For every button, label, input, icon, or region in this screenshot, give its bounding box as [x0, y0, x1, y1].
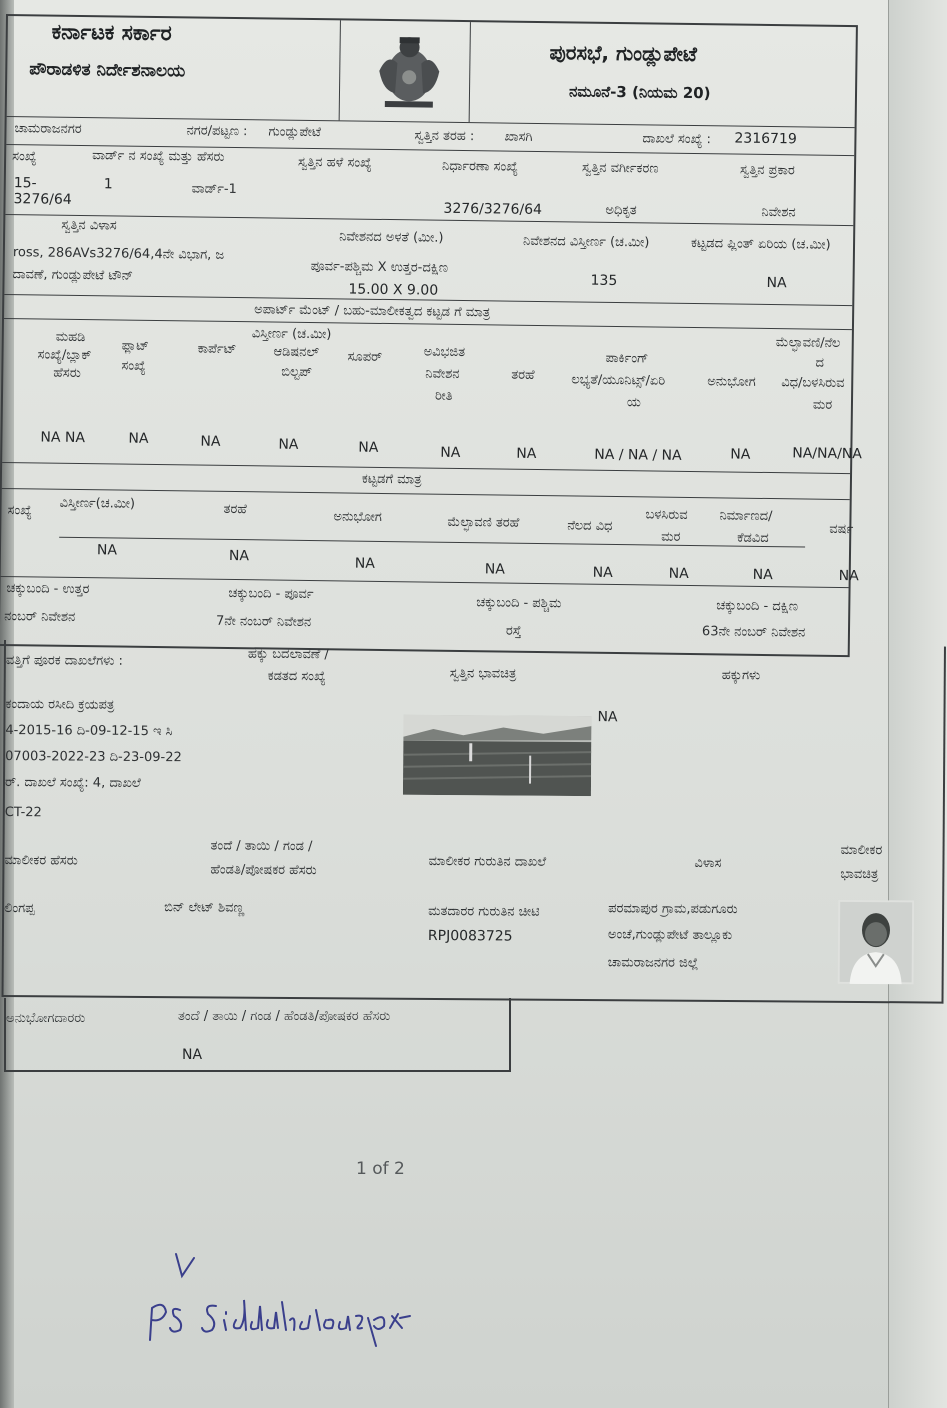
bld-col-year: ವರ್ಷ — [829, 521, 854, 538]
assess-value: 3276/3276/64 — [443, 200, 543, 219]
apt-col-undivided-1: ಅವಿಭಜಿತ — [423, 344, 466, 361]
owner-address-3: ಚಾಮರಾಜನಗರ ಜಿಲ್ಲೆ — [607, 955, 699, 971]
doc-line-5: CT-22 — [4, 805, 42, 821]
owner-address-2: ಅಂಚೆ,ಗುಂಡ್ಲುಪೇಟೆ ತಾಲ್ಲೂಕು — [607, 927, 733, 944]
apt-col-floor-1: ಮಹಡಿ — [55, 329, 86, 346]
owner-portrait — [838, 900, 915, 985]
apt-val-use: NA — [730, 446, 751, 463]
bld-val-roof: NA — [484, 561, 505, 578]
boundary-south-label: ಚಕ್ಕುಬಂದಿ - ದಕ್ಷಿಣ — [716, 598, 799, 615]
owner-photo-label-2: ಭಾವಚಿತ್ರ — [840, 866, 879, 883]
apt-col-flat-2: ಸಂಖ್ಯೆ — [121, 358, 146, 374]
occupant-relation-label: ತಂದೆ / ತಾಯಿ / ಗಂಡ / ಹೆಂಡತಿ/ಪೋಷಕರ ಹೆಸರು — [178, 1009, 391, 1024]
owner-address-1: ಪರಮಾಪುರ ಗ್ರಾಮ,ಪಡುಗೂರು — [608, 901, 738, 918]
rights-change-label-1: ಹಕ್ಕು ಬದಲಾವಣೆ / — [247, 646, 329, 663]
header-divider-right — [469, 22, 471, 122]
property-type-value: ಖಾಸಗಿ — [504, 129, 533, 145]
municipality-title: ಪುರಸಭೆ, ಗುಂಡ್ಲುಪೇಟೆ — [549, 40, 698, 67]
boundary-north-label: ಚಕ್ಕುಬಂದಿ - ಉತ್ತರ — [6, 581, 90, 598]
rights-value: NA — [597, 709, 618, 726]
kind-value: ನಿವೇಶನ — [761, 204, 796, 221]
bld-val-wood: NA — [668, 565, 689, 582]
building-title: ಕಟ್ಟಡಗೆ ಮಾತ್ರ — [361, 471, 422, 488]
no-label: ಸಂಖ್ಯೆ — [12, 149, 37, 165]
bld-col-wood-1: ಬಳಸಿರುವ — [645, 507, 688, 523]
rule-row2 — [5, 214, 853, 226]
owner-relation-value: ಬಿನ್ ಲೇಟ್ ಶಿವಣ್ಣ — [164, 900, 245, 916]
area-value: 135 — [590, 272, 618, 290]
owner-address-label: ವಿಳಾಸ — [694, 855, 722, 872]
form-frame-lower — [2, 640, 946, 1004]
apt-col-use: ಅನುಭೋಗ — [707, 374, 756, 390]
apt-col-roof-2: ದ — [815, 355, 825, 371]
rule-building-sub — [59, 537, 805, 548]
apt-col-roof-4: ಮರ — [812, 397, 833, 413]
apt-col-super: ಸೂಪರ್ — [347, 349, 383, 365]
boundary-west-value: ರಸ್ತೆ — [505, 623, 522, 639]
boundary-east-label: ಚಕ್ಕುಬಂದಿ - ಪೂರ್ವ — [228, 585, 314, 603]
apt-val-type: NA — [516, 445, 537, 462]
no-value-2: 3276/64 — [13, 191, 72, 208]
apt-col-parking-3: ಯ — [626, 395, 642, 411]
bld-col-area: ವಿಸ್ತೀರ್ಣ(ಚ.ಮೀ) — [59, 495, 136, 512]
form-number: ನಮೂನೆ-3 (ನಿಯಮ 20) — [568, 82, 711, 103]
bld-val-floor: NA — [592, 564, 613, 581]
occupant-value: NA — [182, 1047, 203, 1063]
owner-id-label: ಮಾಲೀಕರ ಗುರುತಿನ ದಾಖಲೆ — [428, 853, 547, 870]
documents-label: ವತ್ತಿಗೆ ಪೂರಕ ದಾಖಲೆಗಳು : — [5, 653, 123, 669]
rule-apartment — [2, 462, 850, 474]
boundary-north-value: ನಂಬರ್ ನಿವೇಶನ — [4, 609, 76, 625]
directorate-title: ಪೌರಾಡಳಿತ ನಿರ್ದೇಶನಾಲಯ — [29, 59, 186, 82]
apartment-title: ಅಪಾರ್ಟ್ ಮೆಂಟ್ / ಬಹು-ಮಾಲೀಕತ್ವದ ಕಟ್ಟಡ ಗೆ ಮಾತ್ರ — [254, 302, 491, 321]
address-label: ಸ್ವತ್ತಿನ ವಿಳಾಸ — [61, 217, 117, 234]
old-no-label: ಸ್ವತ್ತಿನ ಹಳೆ ಸಂಖ್ಯೆ — [297, 154, 372, 171]
apt-val-carpet: NA — [200, 433, 221, 450]
bld-val-year: NA — [838, 567, 859, 585]
owner-relation-label-2: ಹೆಂಡತಿ/ಪೋಷಕರ ಹೆಸರು — [210, 862, 317, 879]
bld-val-build: NA — [752, 566, 773, 584]
boundary-east-value: 7ನೇ ನಂಬರ್ ನಿವೇಶನ — [215, 613, 312, 631]
boundary-south-value: 63ನೇ ನಂಬರ್ ನಿವೇಶನ — [701, 624, 806, 641]
apt-col-additional-2: ಬಿಲ್ಟಪ್ — [281, 364, 313, 381]
bld-col-type: ತರಹೆ — [223, 501, 247, 518]
owner-name-label: ಮಾಲೀಕರ ಹೆಸರು — [4, 853, 78, 869]
apt-col-parking-2: ಲಭ್ಯತೆ/ಯೂನಿಟ್ಸ್/ಏರಿ — [571, 372, 666, 389]
owner-name-value: ಲಿಂಗಪ್ಪ — [4, 901, 35, 917]
district-label: ಚಾಮರಾಜನಗರ — [14, 121, 82, 137]
bld-col-floor: ನೆಲದ ವಿಧ — [567, 518, 613, 534]
town-label: ನಗರ/ಪಟ್ಟಣ : — [186, 123, 248, 140]
apt-col-roof-3: ವಿಧ/ಬಳಸಿರುವ — [781, 375, 845, 392]
class-value: ಅಧಿಕೃತ — [605, 202, 637, 219]
area-label: ನಿವೇಶನದ ವಿಸ್ತೀರ್ಣ (ಚ.ಮೀ) — [522, 233, 650, 251]
rights-change-label-2: ಕಡತದ ಸಂಖ್ಯೆ — [267, 668, 326, 685]
doc-line-1: ಕಂದಾಯ ರಸೀದಿ ಕ್ರಯಪತ್ರ — [5, 697, 115, 713]
property-type-label: ಸ್ವತ್ತಿನ ತರಹ : — [414, 128, 475, 145]
apt-val-flat: NA — [128, 430, 149, 447]
measure-label: ನಿವೇಶನದ ಅಳತೆ (ಮೀ.) — [339, 229, 444, 246]
page-number: 1 of 2 — [356, 1159, 405, 1179]
bld-col-build-1: ನಿರ್ಮಾಣದ/ — [719, 508, 773, 525]
bld-col-roof: ಮೆಲ್ಛಾವಣಿ ತರಹೆ — [447, 514, 520, 531]
apt-col-flat-1: ಫ್ಲಾಟ್ — [121, 338, 149, 354]
owner-relation-label-1: ತಂದೆ / ತಾಯಿ / ಗಂಡ / — [210, 838, 313, 855]
bld-val-area: NA — [96, 542, 118, 559]
apt-col-roof-1: ಮೆಲ್ಛಾವಣಿ/ನೆಲ — [775, 335, 841, 351]
apt-col-type: ತರಹೆ — [511, 367, 535, 383]
form-frame — [0, 14, 863, 657]
ward-no: 1 — [103, 176, 113, 193]
apt-col-carpet: ಕಾರ್ಪೆಟ್ — [197, 341, 237, 358]
apt-col-floor-3: ಹೆಸರು — [53, 365, 81, 382]
kind-label: ಸ್ವತ್ತಿನ ಪ್ರಕಾರ — [739, 162, 795, 179]
ward-name: ವಾರ್ಡ್-1 — [191, 181, 237, 198]
owner-id-value: RPJ0083725 — [427, 927, 513, 945]
rights-col-label: ಹಕ್ಕುಗಳು — [721, 668, 761, 684]
property-photo-label: ಸ್ವತ್ತಿನ ಭಾವಚಿತ್ರ — [449, 666, 517, 682]
apt-val-roof: NA/NA/NA — [792, 445, 863, 463]
owner-photo-label-1: ಮಾಲೀಕರ — [840, 842, 883, 859]
apt-val-floor: NA NA — [40, 429, 86, 447]
class-label: ಸ್ವತ್ತಿನ ವರ್ಗೀಕರಣ — [581, 160, 659, 177]
bld-col-use: ಅನುಭೋಗ — [333, 509, 382, 525]
apt-val-parking: NA / NA / NA — [594, 446, 682, 464]
assess-label: ನಿರ್ಧಾರಣಾ ಸಂಖ್ಯೆ — [441, 158, 519, 175]
measure-value: 15.00 X 9.00 — [348, 281, 439, 299]
town-value: ಗುಂಡ್ಲುಪೇಟೆ — [268, 124, 322, 141]
doc-line-2: 4-2015-16 ದಿ-09-12-15 ಇ ಸಿ — [5, 723, 173, 740]
entry-no-value: 2316719 — [734, 130, 797, 148]
apt-val-undivided: NA — [440, 444, 461, 461]
bld-col-no: ಸಂಖ್ಯೆ — [7, 503, 33, 519]
bld-val-type: NA — [228, 547, 250, 565]
rule-building — [1, 576, 849, 588]
doc-line-4: ರ್. ದಾಖಲೆ ಸಂಖ್ಯೆ: 4, ದಾಖಲೆ — [4, 775, 141, 791]
apt-col-floor-2: ಸಂಖ್ಯೆ/ಬ್ಲಾಕ್ — [37, 347, 92, 364]
govt-title: ಕರ್ನಾಟಕ ಸರ್ಕಾರ — [51, 19, 172, 46]
occupant-label: ಅನುಭೋಗದಾರರು — [6, 1011, 86, 1026]
state-emblem-icon — [369, 31, 450, 114]
boundary-west-label: ಚಕ್ಕುಬಂದಿ - ಪಶ್ಚಿಮ — [476, 595, 562, 612]
owner-id-type: ಮತದಾರರ ಗುರುತಿನ ಚೀಟಿ — [428, 903, 540, 920]
apt-col-undivided-2: ನಿವೇಶನ — [425, 366, 460, 382]
address-line1: ross, 286AVs3276/64,4ನೇ ವಿಭಾಗ, ಜ — [12, 245, 225, 263]
entry-no-label: ದಾಖಲೆ ಸಂಖ್ಯೆ : — [642, 131, 711, 148]
apt-col-undivided-3: ರೀತಿ — [434, 388, 453, 404]
bld-col-build-2: ಕೆಡವಿದ — [737, 530, 769, 547]
bld-val-use: NA — [354, 555, 376, 572]
property-photo — [403, 715, 592, 796]
doc-line-3: 07003-2022-23 ದಿ-23-09-22 — [5, 749, 182, 766]
occupant-box — [4, 998, 511, 1072]
apt-val-additional: NA — [278, 436, 299, 453]
header-divider-left — [339, 20, 341, 120]
plinth-label: ಕಟ್ಟಡದ ಪ್ಲಿಂತ್ ಏರಿಯ (ಚ.ಮೀ) — [690, 235, 831, 253]
apt-col-parking-1: ಪಾರ್ಕಿಂಗ್ — [605, 350, 649, 367]
plinth-value: NA — [766, 274, 787, 292]
measure-sub: ಪೂರ್ವ-ಪಶ್ಚಿಮ X ಉತ್ತರ-ದಕ್ಷಿಣ — [310, 259, 449, 276]
ward-label: ವಾರ್ಡ್ ನ ಸಂಖ್ಯೆ ಮತ್ತು ಹೆಸರು — [92, 148, 225, 165]
no-value-1: 15- — [13, 175, 37, 192]
apartment-area-group: ವಿಸ್ತೀರ್ಣ (ಚ.ಮೀ) — [251, 326, 332, 343]
apt-col-additional-1: ಆಡಿಷನಲ್ — [273, 344, 320, 361]
address-line2: ದಾವಣೆ, ಗುಂಡ್ಲುಪೇಟೆ ಟೌನ್ — [12, 267, 134, 284]
bld-col-wood-2: ಮರ — [661, 529, 681, 545]
handwritten-signature — [140, 1250, 440, 1350]
apt-val-super: NA — [358, 439, 379, 456]
rule-header — [7, 116, 855, 128]
